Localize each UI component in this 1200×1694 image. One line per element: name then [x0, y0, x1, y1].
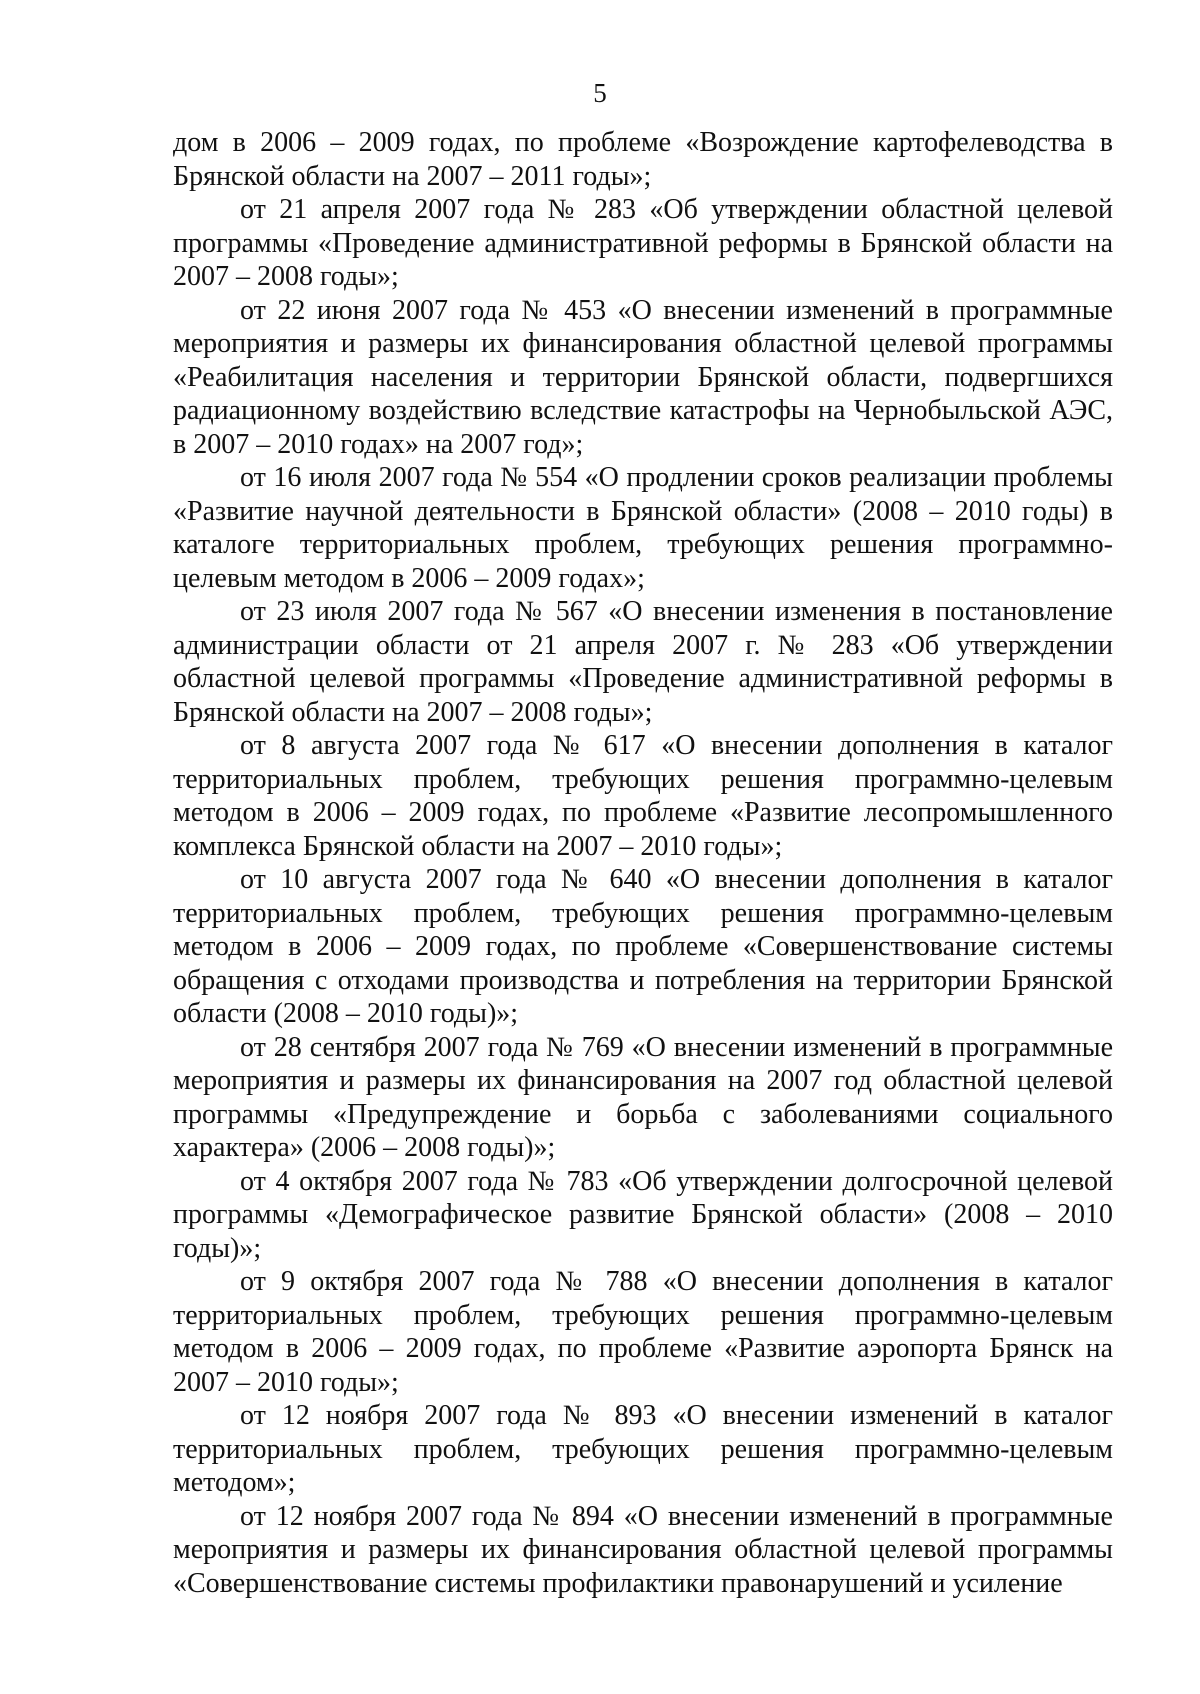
paragraph-decree-567: от 23 июля 2007 года № 567 «О внесении изменения в постановление администрации области от 21 апреля 2007 г. № 283 «Об утверждении областной целевой программы «Проведение административной реформы в Брянской области на 2007 – 2008 годы»; — [173, 596, 1113, 728]
page-number: 5 — [593, 78, 607, 108]
paragraph-continuation: дом в 2006 – 2009 годах, по проблеме «Возрождение картофелеводства в Брянской области на 2007 – 2011 годы»; — [173, 127, 1113, 192]
paragraph-decree-283: от 21 апреля 2007 года № 283 «Об утверждении областной целевой программы «Проведение административной реформы в Брянской области на 2007 – 2008 годы»; — [173, 194, 1113, 292]
paragraph-decree-788: от 9 октября 2007 года № 788 «О внесении дополнения в каталог территориальных проблем, требующих решения программно-целевым методом в 2006 – 2009 годах, по проблеме «Развитие аэропорта Брянск на 2007 – 2010 годы»; — [173, 1266, 1113, 1398]
paragraph-decree-893: от 12 ноября 2007 года № 893 «О внесении изменений в каталог территориальных проблем, требующих решения программно-целевым методом»; — [173, 1400, 1113, 1498]
paragraph-decree-640: от 10 августа 2007 года № 640 «О внесении дополнения в каталог территориальных проблем, требующих решения программно-целевым методом в 2006 – 2009 годах, по проблеме «Совершенствование системы обращения с отходами производства и потребления на территории Брянской области (2008 – 2010 годы)»; — [173, 864, 1113, 1029]
paragraph-decree-769: от 28 сентября 2007 года № 769 «О внесении изменений в программные мероприятия и размеры их финансирования на 2007 год областной целевой программы «Предупреждение и борьба с заболеваниями социального характера» (2006 – 2008 годы)»; — [173, 1031, 1113, 1163]
paragraph-decree-894: от 12 ноября 2007 года № 894 «О внесении изменений в программные мероприятия и размеры их финансирования областной целевой программы «Совершенствование системы профилактики правонарушений и усиление — [173, 1500, 1113, 1599]
paragraph-decree-554: от 16 июля 2007 года № 554 «О продлении сроков реализации проблемы «Развитие научной деятельности в Брянской области» (2008 – 2010 годы) в каталоге территориальных проблем, требующих решения программно-целевым методом в 2006 – 2009 годах»; — [173, 462, 1113, 594]
document-body — [173, 126, 1113, 1600]
paragraph-decree-783: от 4 октября 2007 года № 783 «Об утверждении долгосрочной целевой программы «Демографическое развитие Брянской области» (2008 – 2010 годы)»; — [173, 1165, 1113, 1264]
paragraph-decree-617: от 8 августа 2007 года № 617 «О внесении дополнения в каталог территориальных проблем, требующих решения программно-целевым методом в 2006 – 2009 годах, по проблеме «Развитие лесопромышленного комплекса Брянской области на 2007 – 2010 годы»; — [173, 730, 1113, 862]
paragraph-decree-453: от 22 июня 2007 года № 453 «О внесении изменений в программные мероприятия и размеры их финансирования областной целевой программы «Реабилитация населения и территории Брянской области, подвергшихся радиационному воздействию вследствие катастрофы на Чернобыльской АЭС, в 2007 – 2010 годах» на 2007 год»; — [173, 294, 1113, 460]
